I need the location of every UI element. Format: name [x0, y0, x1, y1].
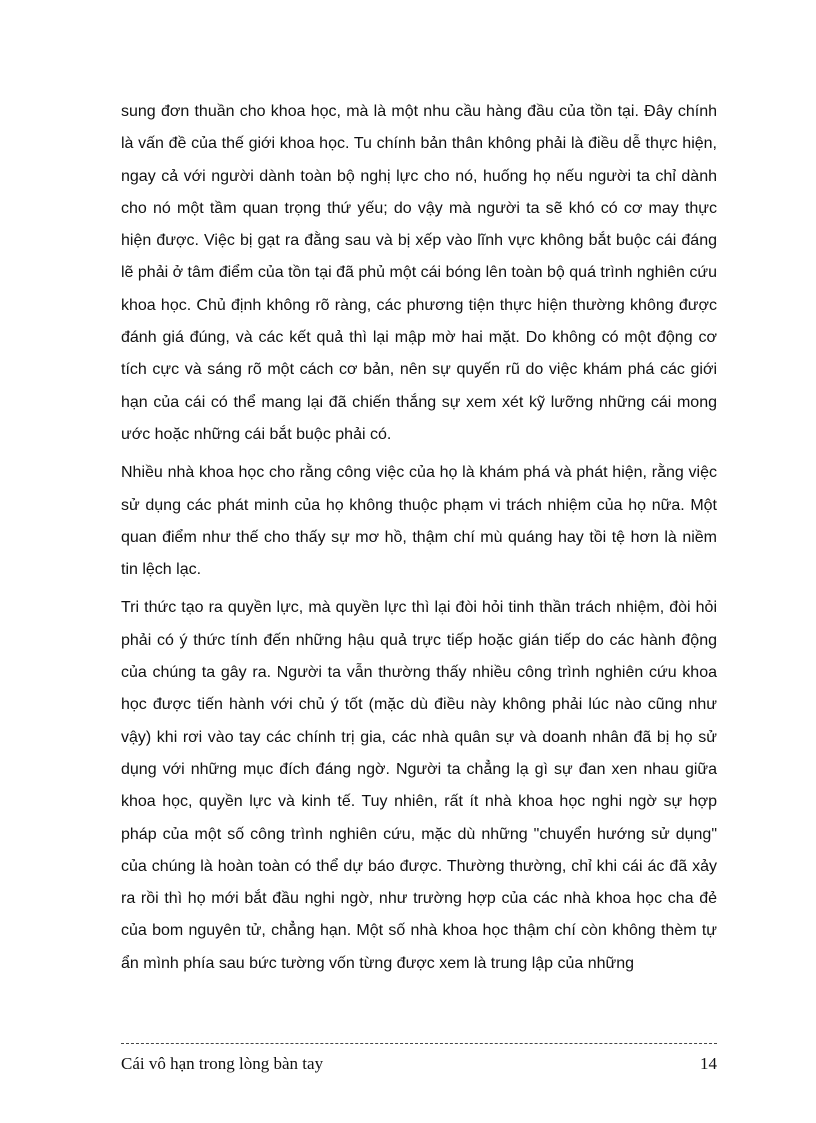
page-number: 14 — [700, 1054, 717, 1073]
body-text — [121, 96, 717, 986]
page-footer — [121, 1054, 717, 1074]
paragraph-1: sung đơn thuần cho khoa học, mà là một nhu cầu hàng đầu của tồn tại. Đây chính là vấn đề của thế giới khoa học. Tu chính bản thân không phải là điều dễ thực hiện, ngay cả với người dành toàn bộ nghị lực cho nó, huống họ nếu người ta chỉ dành cho nó một tầm quan trọng thứ yếu; do vậy mà người ta sẽ khó có cơ may thực hiện được. Việc bị gạt ra đằng sau và bị xếp vào lĩnh vực không bắt buộc cái đáng lẽ phải ở tâm điểm của tồn tại đã phủ một cái bóng lên toàn bộ quá trình nghiên cứu khoa học. Chủ định không rõ ràng, các phương tiện thực hiện thường không được đánh giá đúng, và các kết quả thì lại mập mờ hai mặt. Do không có một động cơ tích cực và sáng rõ một cách cơ bản, nên sự quyến rũ do việc khám phá các giới hạn của cái có thể mang lại đã chiến thắng sự xem xét kỹ lưỡng những cái mong ước hoặc những cái bắt buộc phải có. — [121, 103, 717, 443]
footer-divider — [121, 1043, 717, 1044]
footer-book-title: Cái vô hạn trong lòng bàn tay — [121, 1054, 324, 1073]
paragraph-2: Nhiều nhà khoa học cho rằng công việc của họ là khám phá và phát hiện, rằng việc sử dụng các phát minh của họ không thuộc phạm vi trách nhiệm của họ nữa. Một quan điểm như thế cho thấy sự mơ hồ, thậm chí mù quáng hay tồi tệ hơn là niềm tin lệch lạc. — [121, 464, 717, 579]
paragraph-3: Tri thức tạo ra quyền lực, mà quyền lực thì lại đòi hỏi tinh thần trách nhiệm, đòi hỏi phải có ý thức tính đến những hậu quả trực tiếp hoặc gián tiếp do các hành động của chúng ta gây ra. Người ta vẫn thường thấy nhiều công trình nghiên cứu khoa học được tiến hành với chủ ý tốt (mặc dù điều này không phải lúc nào cũng như vậy) khi rơi vào tay các chính trị gia, các nhà quân sự và doanh nhân đã bị họ sử dụng với những mục đích đáng ngờ. Người ta chẳng lạ gì sự đan xen nhau giữa khoa học, quyền lực và kinh tế. Tuy nhiên, rất ít nhà khoa học nghi ngờ sự hợp pháp của một số công trình nghiên cứu, mặc dù những "chuyển hướng sử dụng" của chúng là hoàn toàn có thể dự báo được. Thường thường, chỉ khi cái ác đã xảy ra rồi thì họ mới bắt đầu nghi ngờ, như trường hợp của các nhà khoa học cha đẻ của bom nguyên tử, chẳng hạn. Một số nhà khoa học thậm chí còn không thèm tự ẩn mình phía sau bức tường vốn từng được xem là trung lập của những — [121, 599, 717, 972]
